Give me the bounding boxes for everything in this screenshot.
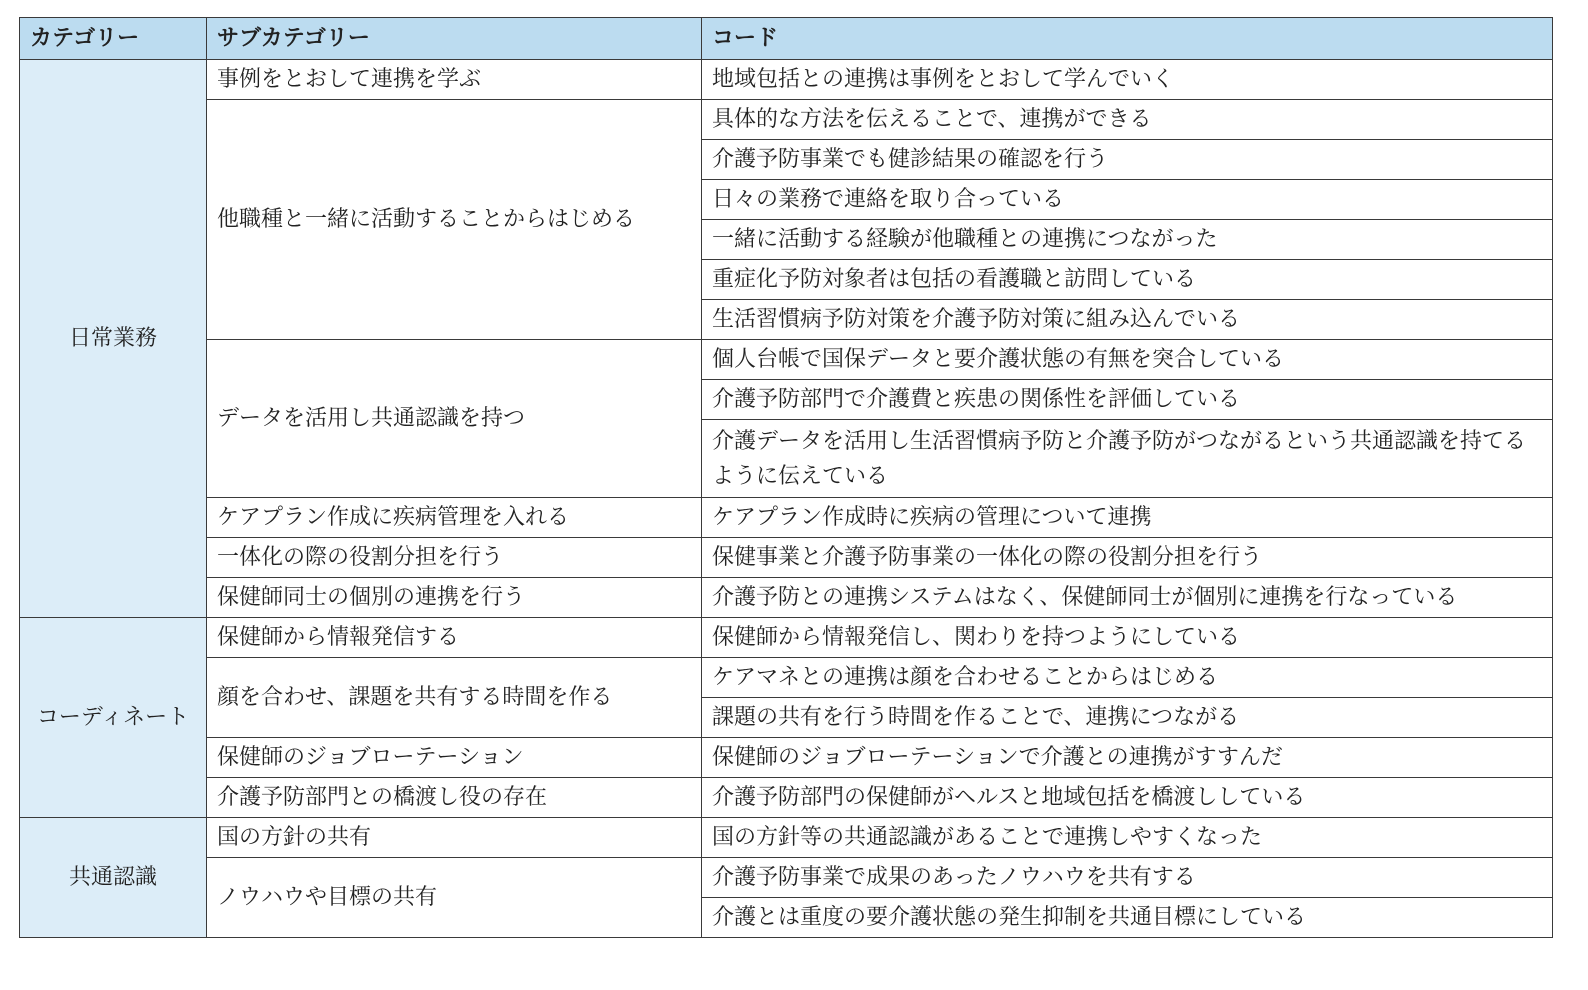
code-cell: 介護とは重度の要介護状態の発生抑制を共通目標にしている [702,898,1553,938]
subcategory-cell: 国の方針の共有 [207,818,702,858]
category-table-container [19,17,1552,938]
code-cell: 介護データを活用し生活習慣病予防と介護予防がつながるという共通認識を持てるように伝えている [702,420,1553,498]
header-subcategory: サブカテゴリー [207,18,702,60]
code-cell: 介護予防との連携システムはなく、保健師同士が個別に連携を行なっている [702,578,1553,618]
table-row [20,618,1553,658]
subcategory-cell: 事例をとおして連携を学ぶ [207,60,702,100]
subcategory-cell: 顔を合わせ、課題を共有する時間を作る [207,658,702,738]
table-row [20,738,1553,778]
code-cell: 保健師のジョブローテーションで介護との連携がすすんだ [702,738,1553,778]
code-cell: 生活習慣病予防対策を介護予防対策に組み込んでいる [702,300,1553,340]
subcategory-cell: 介護予防部門との橋渡し役の存在 [207,778,702,818]
code-cell: 保健事業と介護予防事業の一体化の際の役割分担を行う [702,538,1553,578]
table-row [20,340,1553,380]
table-row [20,658,1553,698]
code-cell: 地域包括との連携は事例をとおして学んでいく [702,60,1553,100]
code-cell: 一緒に活動する経験が他職種との連携につながった [702,220,1553,260]
code-cell: 具体的な方法を伝えることで、連携ができる [702,100,1553,140]
header-category: カテゴリー [20,18,207,60]
subcategory-cell: データを活用し共通認識を持つ [207,340,702,498]
table-row [20,498,1553,538]
subcategory-cell: 保健師から情報発信する [207,618,702,658]
subcategory-cell: ケアプラン作成に疾病管理を入れる [207,498,702,538]
table-row [20,578,1553,618]
code-cell: 国の方針等の共通認識があることで連携しやすくなった [702,818,1553,858]
category-cell-coordinate: コーディネート [20,618,207,818]
subcategory-cell: 保健師同士の個別の連携を行う [207,578,702,618]
code-cell: 日々の業務で連絡を取り合っている [702,180,1553,220]
code-cell: 介護予防部門の保健師がヘルスと地域包括を橋渡ししている [702,778,1553,818]
category-cell-common-understanding: 共通認識 [20,818,207,938]
subcategory-cell: ノウハウや目標の共有 [207,858,702,938]
table-row [20,538,1553,578]
subcategory-cell: 一体化の際の役割分担を行う [207,538,702,578]
category-table [19,17,1553,938]
subcategory-cell: 他職種と一緒に活動することからはじめる [207,100,702,340]
table-row [20,100,1553,140]
code-cell: 介護予防部門で介護費と疾患の関係性を評価している [702,380,1553,420]
subcategory-cell: 保健師のジョブローテーション [207,738,702,778]
code-cell: ケアマネとの連携は顔を合わせることからはじめる [702,658,1553,698]
header-code: コード [702,18,1553,60]
code-cell: 保健師から情報発信し、関わりを持つようにしている [702,618,1553,658]
code-cell: 介護予防事業でも健診結果の確認を行う [702,140,1553,180]
code-cell: ケアプラン作成時に疾病の管理について連携 [702,498,1553,538]
code-cell: 重症化予防対象者は包括の看護職と訪問している [702,260,1553,300]
code-cell: 介護予防事業で成果のあったノウハウを共有する [702,858,1553,898]
table-header-row [20,18,1553,60]
table-row [20,60,1553,100]
table-row [20,778,1553,818]
table-row [20,818,1553,858]
table-row [20,858,1553,898]
code-cell: 課題の共有を行う時間を作ることで、連携につながる [702,698,1553,738]
category-cell-daily-work: 日常業務 [20,60,207,618]
code-cell: 個人台帳で国保データと要介護状態の有無を突合している [702,340,1553,380]
